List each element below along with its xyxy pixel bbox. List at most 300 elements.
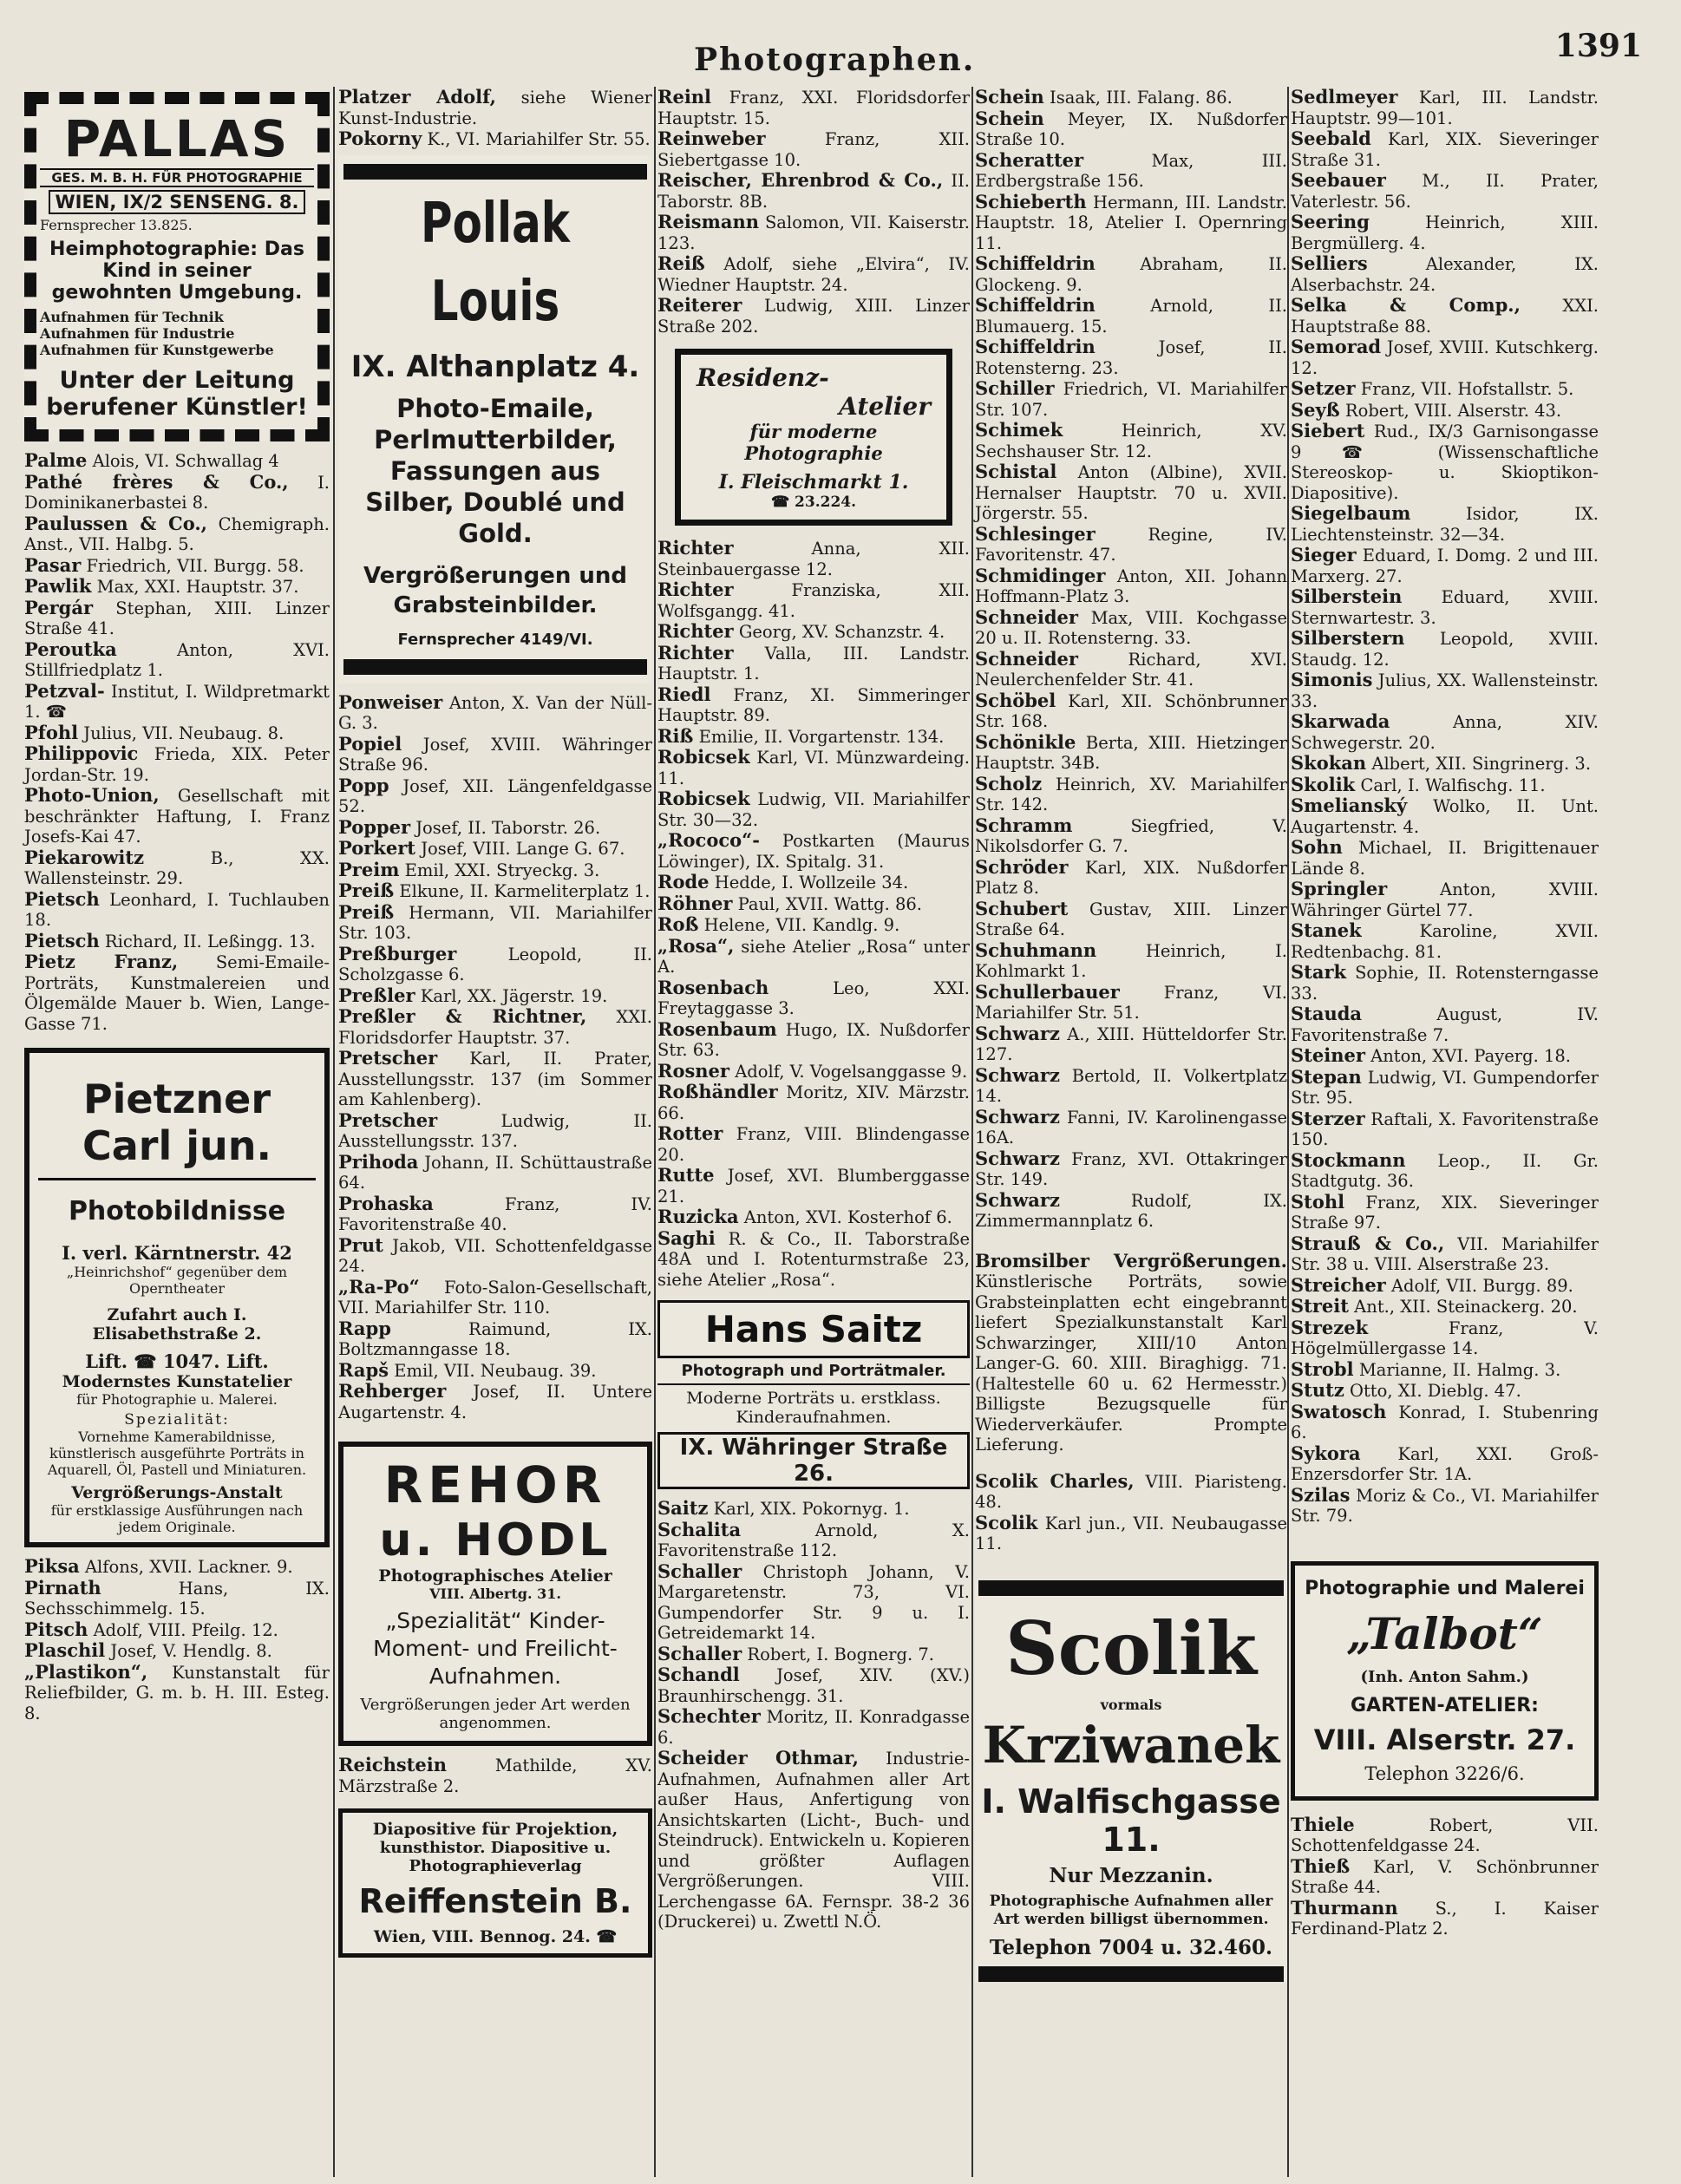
- ad-line: Diapositive für Projektion,: [372, 1820, 618, 1839]
- entry-address: siehe Atelier „Rosa“ unter A.: [657, 936, 970, 977]
- entry-name: Sieger: [1291, 544, 1357, 566]
- entry-name: Springler: [1291, 878, 1388, 899]
- entry-address: M., II. Prater, Vaterlestr. 56.: [1291, 171, 1599, 212]
- entry-address: Karl, VI. Münzwardeing. 11.: [657, 748, 971, 788]
- entry-name: Schuhmann: [975, 938, 1097, 961]
- entry-address: Anton, XVI. Stillfriedplatz 1.: [24, 639, 330, 680]
- entry-address: Emil, VII. Neubaug. 39.: [394, 1360, 597, 1381]
- directory-entry: [975, 295, 1287, 337]
- entry-name: Silberstein: [1291, 585, 1403, 607]
- entry-name: Scheider Othmar,: [657, 1747, 859, 1769]
- entry-name: Preßler: [338, 984, 415, 1006]
- ad-line: vormals: [1100, 1696, 1162, 1713]
- entry-name: Richter: [657, 579, 734, 600]
- entry-name: Platzer Adolf,: [338, 86, 496, 108]
- entry-address: Rudolf, IX. Zimmermannplatz 6.: [975, 1190, 1288, 1231]
- ad-line: VIII. Albertg. 31.: [429, 1586, 561, 1602]
- entry-address: Franz, V. Högelmüllergasse 14.: [1291, 1318, 1599, 1358]
- ad-line: Wien, VIII. Bennog. 24. ☎: [373, 1927, 618, 1946]
- notice-title: Bromsilber Vergrößerungen.: [975, 1249, 1287, 1272]
- entry-name: Schönikle: [975, 730, 1076, 753]
- directory-entry: [975, 940, 1287, 982]
- directory-entry: [657, 643, 970, 684]
- entry-name: Seebauer: [1291, 169, 1386, 191]
- directory-entry: [975, 420, 1287, 461]
- entry-address: Josef, XVIII. Kutschkerg. 12.: [1291, 337, 1599, 378]
- directory-list: [975, 1471, 1287, 1554]
- directory-entry: [24, 723, 330, 744]
- entry-name: Reischer, Ehrenbrod & Co.,: [657, 169, 944, 191]
- entry-address: Abraham, II. Glockeng. 9.: [975, 254, 1287, 295]
- ad-line: IX. Währinger Straße 26.: [657, 1432, 970, 1489]
- directory-entry: [338, 128, 652, 150]
- entry-name: Schaller: [657, 1560, 742, 1582]
- entry-address: Arnold, X. Favoritenstraße 112.: [657, 1520, 971, 1560]
- directory-entry: [975, 732, 1287, 774]
- entry-address: Richard, XVI. Neulerchenfelder Str. 41.: [975, 649, 1288, 690]
- entry-name: Reiß: [657, 252, 705, 274]
- directory-entry: [975, 1107, 1287, 1148]
- directory-entry: [1291, 1045, 1599, 1067]
- entry-address: Josef, XVI. Blumberggasse 21.: [657, 1166, 971, 1206]
- directory-entry: [338, 87, 652, 128]
- ad-line: Scolik: [1005, 1605, 1257, 1691]
- entry-name: Thieß: [1291, 1854, 1351, 1877]
- entry-address: Alexander, IX. Alserbachstr. 24.: [1291, 254, 1599, 295]
- entry-name: Strauß & Co.,: [1291, 1232, 1445, 1254]
- entry-address: Josef, XIV. (XV.) Braunhirschengg. 31.: [657, 1665, 970, 1706]
- entry-address: Anna, XIV. Schwegerstr. 20.: [1291, 712, 1599, 753]
- entry-name: Streicher: [1291, 1273, 1386, 1296]
- entry-name: Stutz: [1291, 1379, 1344, 1401]
- entry-name: Stepan: [1291, 1065, 1362, 1088]
- directory-entry: [975, 1065, 1287, 1107]
- directory-entry: [1291, 1150, 1599, 1192]
- directory-entry: [338, 1277, 652, 1318]
- entry-address: Leopold, II. Scholzgasse 6.: [338, 944, 652, 984]
- entry-address: Franz, XXI. Floridsdorfer Hauptstr. 15.: [657, 88, 971, 128]
- directory-entry: [338, 902, 652, 944]
- ad-line: „Spezialität“ Kinder-Moment- und Freilicht-Aufnahmen.: [373, 1608, 618, 1689]
- directory-entry: [657, 128, 970, 170]
- entry-address: Berta, XIII. Hietzinger Hauptstr. 34B.: [975, 732, 1287, 773]
- ad-line: Vergrößerungen jeder Art werden angenommen.: [360, 1696, 631, 1732]
- entry-name: Pasar: [24, 553, 82, 576]
- entry-address: Ludwig, VII. Mariahilfer Str. 30—32.: [657, 789, 970, 830]
- entry-address: Gesellschaft mit beschränkter Haftung, I. Franz Josefs-Kai 47.: [24, 786, 330, 847]
- directory-entry: [1291, 670, 1599, 711]
- entry-name: Riedl: [657, 683, 711, 705]
- directory-entry: [24, 681, 330, 723]
- entry-address: Karl, V. Schönbrunner Straße 44.: [1291, 1856, 1599, 1897]
- directory-entry: [657, 830, 970, 872]
- entry-address: Max, XXI. Hauptstr. 37.: [96, 577, 299, 597]
- entry-address: Josef, V. Hendlg. 8.: [110, 1641, 272, 1661]
- directory-entry: [975, 774, 1287, 815]
- directory-entry: [657, 726, 970, 748]
- directory-entry: [24, 1619, 330, 1641]
- entry-address: Heinrich, XV. Sechshauser Str. 12.: [975, 421, 1288, 461]
- entry-name: Silberstern: [1291, 627, 1405, 649]
- entry-name: Scolik Charles,: [975, 1469, 1135, 1492]
- entry-name: Petzval-: [24, 679, 105, 702]
- directory-list: [975, 87, 1287, 1232]
- entry-name: Schmidinger: [975, 564, 1106, 586]
- directory-entry: [657, 170, 970, 212]
- entry-name: „Plastikon“,: [24, 1660, 148, 1683]
- entry-name: Rutte: [657, 1164, 715, 1186]
- directory-entry: [1291, 753, 1599, 775]
- entry-name: Schneider: [975, 647, 1078, 670]
- page-title: Photographen.: [694, 42, 976, 78]
- entry-address: Meyer, IX. Nußdorfer Straße 10.: [975, 108, 1287, 149]
- ad-line: Heimphotographie: Das Kind in seiner gewohnten Umgebung.: [49, 239, 304, 304]
- entry-name: Schiffeldrin: [975, 294, 1096, 316]
- entry-name: Schein: [975, 107, 1044, 129]
- entry-name: Scheratter: [975, 148, 1084, 171]
- entry-name: Popper: [338, 815, 411, 838]
- directory-entry: [657, 978, 970, 1019]
- entry-name: Paulussen & Co.,: [24, 512, 207, 534]
- entry-name: Preim: [338, 858, 400, 880]
- entry-name: Reinweber: [657, 128, 766, 149]
- entry-name: Preiß: [338, 879, 395, 901]
- notice-text: Künstlerische Porträts, sowie Grabsteinplatten echt eingebrannt liefert Spezialkunstanstalt Karl Schwarzinger, XIII/10 Anton Langer-G. 60. XIII. Biraghigg. 71. (Haltestelle 60 u. 62 Hermesstr.) Billigste Bezugsquelle für Wiederverkäufer. Prompte Lieferung.: [975, 1272, 1287, 1455]
- entry-address: Franz, VIII. Blindengasse 20.: [657, 1124, 970, 1165]
- entry-address: Moritz, XIV. Märzstr. 66.: [657, 1082, 970, 1123]
- entry-name: Schwarz: [975, 1063, 1060, 1086]
- entry-address: Leop., II. Gr. Stadtgutg. 36.: [1291, 1150, 1599, 1191]
- entry-name: Schandl: [657, 1664, 740, 1685]
- directory-entry: [24, 598, 330, 639]
- entry-address: Isidor, IX. Liechtensteinstr. 32—34.: [1291, 504, 1599, 545]
- entry-name: Stauda: [1291, 1003, 1363, 1024]
- entry-address: S., I. Kaiser Ferdinand-Platz 2.: [1291, 1898, 1599, 1939]
- directory-entry: [657, 1019, 970, 1061]
- ad-line: Nur Mezzanin.: [1049, 1863, 1213, 1887]
- entry-name: „Rococo“-: [657, 829, 760, 851]
- entry-name: Seebald: [1291, 128, 1371, 149]
- notice-bromsilber: [975, 1251, 1287, 1455]
- entry-address: Jakob, VII. Schottenfeldgasse 24.: [338, 1235, 652, 1276]
- entry-address: Leo, XXI. Freytaggasse 3.: [657, 978, 971, 1018]
- entry-address: Siegfried, V. Nikolsdorfer G. 7.: [975, 815, 1288, 856]
- entry-address: Marianne, II. Halmg. 3.: [1358, 1359, 1561, 1380]
- ad-reiffenstein: [338, 1808, 652, 1958]
- directory-entry: [1291, 586, 1599, 628]
- directory-entry: [338, 860, 652, 881]
- directory-entry: [1291, 1898, 1599, 1939]
- entry-address: Josef, VIII. Lange G. 67.: [421, 839, 625, 859]
- column-rule: [654, 87, 656, 2177]
- directory-entry: [975, 607, 1287, 649]
- entry-name: Rosenbach: [657, 976, 769, 998]
- entry-address: Emilie, II. Vorgartenstr. 134.: [698, 726, 945, 747]
- entry-address: Raimund, IX. Boltzmanngasse 18.: [338, 1318, 653, 1359]
- ad-line: Photographie und Malerei: [1305, 1577, 1585, 1599]
- entry-address: Robert, VIII. Alserstr. 43.: [1344, 400, 1562, 421]
- entry-name: Sykora: [1291, 1442, 1361, 1464]
- ad-saitz: [657, 1300, 970, 1489]
- ad-line: Zufahrt auch I. Elisabethstraße 2.: [92, 1305, 262, 1344]
- entry-name: Philippovic: [24, 742, 139, 764]
- ad-line: Photograph und Porträtmaler.: [681, 1362, 946, 1380]
- entry-address: R. & Co., II. Taborstraße 48A und I. Rotenturmstraße 23, siehe Atelier „Rosa“.: [657, 1228, 971, 1290]
- directory-entry: [1291, 795, 1599, 837]
- entry-name: Selliers: [1291, 252, 1368, 274]
- directory-entry: [24, 513, 330, 555]
- directory-entry: [657, 579, 970, 621]
- directory-entry: [1291, 87, 1599, 128]
- ad-line: Residenz-: [697, 363, 829, 392]
- entry-name: Richter: [657, 620, 734, 642]
- directory-entry: [975, 461, 1287, 524]
- entry-name: Reismann: [657, 211, 759, 232]
- entry-name: Ponweiser: [338, 690, 443, 713]
- entry-address: Heinrich, I. Kohlmarkt 1.: [975, 940, 1287, 981]
- entry-name: Porkert: [338, 837, 415, 859]
- directory-entry: [1291, 1443, 1599, 1485]
- ad-line: Vornehme Kamerabildnisse, künstlerisch ausgeführte Porträts in Aquarell, Öl, Pastell und Miniaturen.: [47, 1429, 307, 1478]
- entry-name: Röhner: [657, 892, 733, 914]
- entry-address: XXI. Hauptstraße 88.: [1291, 296, 1599, 337]
- entry-name: Saghi: [657, 1226, 716, 1249]
- entry-address: Gustav, XIII. Linzer Straße 64.: [975, 899, 1287, 939]
- directory-entry: [657, 87, 970, 128]
- entry-address: Otto, XI. Dieblg. 47.: [1349, 1381, 1521, 1401]
- directory-entry: [1291, 337, 1599, 378]
- directory-entry: [24, 951, 330, 1034]
- entry-name: Pretscher: [338, 1108, 438, 1131]
- entry-name: Schneider: [975, 605, 1078, 628]
- ad-line: Telephon 3226/6.: [1364, 1762, 1525, 1784]
- ad-line: Unter der Leitung berufener Künstler!: [46, 367, 308, 421]
- directory-entry: [1291, 1318, 1599, 1359]
- entry-address: Wolko, II. Unt. Augartenstr. 4.: [1291, 796, 1599, 837]
- directory-entry: [338, 1152, 652, 1193]
- directory-entry: [338, 1235, 652, 1277]
- entry-address: Ludwig, VI. Gumpendorfer Str. 95.: [1291, 1067, 1599, 1108]
- entry-address: Anna, XII. Steinbauergasse 12.: [657, 539, 970, 579]
- entry-name: Pergár: [24, 596, 94, 618]
- directory-entry: [657, 212, 970, 253]
- entry-name: Seering: [1291, 211, 1370, 232]
- entry-address: siehe Wiener Kunst-Industrie.: [338, 88, 652, 128]
- entry-address: Leopold, XVIII. Staudg. 12.: [1291, 629, 1599, 670]
- ad-line: Reiffenstein B.: [358, 1882, 632, 1920]
- ad-rehor: [338, 1442, 652, 1746]
- entry-address: Eduard, I. Domg. 2 und III. Marxerg. 27.: [1291, 546, 1599, 586]
- directory-entry: [657, 621, 970, 643]
- entry-name: Pietz Franz,: [24, 951, 179, 972]
- entry-name: Peroutka: [24, 638, 117, 660]
- entry-address: Christoph Johann, V. Margaretenstr. 73, VI. Gumpendorfer Str. 9 u. I. Getreidemarkt 14.: [657, 1561, 970, 1643]
- ad-line: IX. Althanplatz 4.: [350, 349, 640, 384]
- entry-name: Setzer: [1291, 377, 1356, 399]
- entry-address: Georg, XV. Schanzstr. 4.: [738, 622, 945, 642]
- entry-name: Schwarz: [975, 1105, 1060, 1128]
- entry-name: Ruzicka: [657, 1206, 739, 1227]
- entry-address: Franz, XVI. Ottakringer Str. 149.: [975, 1148, 1287, 1189]
- entry-name: Selka & Comp.,: [1291, 294, 1521, 316]
- directory-entry: [1291, 212, 1599, 253]
- entry-address: Franziska, XII. Wolfsgangg. 41.: [657, 580, 970, 621]
- entry-name: Prohaska: [338, 1192, 434, 1214]
- directory-entry: [975, 690, 1287, 732]
- directory-entry: [657, 914, 970, 936]
- directory-entry: [1291, 295, 1599, 337]
- entry-name: Stockmann: [1291, 1148, 1406, 1171]
- directory-entry: [975, 899, 1287, 940]
- entry-address: Salomon, VII. Kaiserstr. 123.: [657, 213, 970, 253]
- entry-name: Schullerbauer: [975, 980, 1120, 1003]
- entry-name: Strobl: [1291, 1357, 1354, 1380]
- entry-address: Anton, XVI. Kosterhof 6.: [743, 1207, 952, 1227]
- directory-entry: [1291, 920, 1599, 962]
- ad-pollak: [338, 155, 652, 683]
- directory-entry: [657, 253, 970, 295]
- ad-line: Krziwanek: [982, 1715, 1280, 1775]
- ad-rule: [343, 164, 647, 180]
- directory-entry: [338, 1318, 652, 1360]
- entry-name: Schwarz: [975, 1188, 1060, 1211]
- entry-name: Robicsek: [657, 746, 750, 768]
- entry-name: Siegelbaum: [1291, 502, 1411, 524]
- entry-name: Schalita: [657, 1518, 742, 1540]
- entry-address: Valla, III. Landstr. Hauptstr. 1.: [657, 643, 970, 683]
- ad-line: VIII. Alserstr. 27.: [1313, 1723, 1576, 1756]
- directory-entry: [24, 450, 330, 472]
- entry-address: Adolf, VII. Burgg. 89.: [1390, 1275, 1573, 1296]
- entry-name: Pathé frères & Co.,: [24, 470, 289, 493]
- directory-entry: [657, 538, 970, 579]
- entry-address: Josef, II. Rotensterng. 23.: [975, 337, 1287, 378]
- directory-entry: [1291, 1815, 1599, 1856]
- entry-address: Karl, XX. Jägerstr. 19.: [420, 985, 608, 1006]
- entry-address: Emil, XXI. Stryeckg. 3.: [404, 860, 600, 880]
- entry-address: I. Dominikanerbastei 8.: [24, 472, 330, 513]
- entry-name: Rosner: [657, 1059, 729, 1082]
- ad-rule: [978, 1580, 1284, 1596]
- column-1: [24, 87, 330, 1723]
- directory-list: [24, 450, 330, 1034]
- directory-list: [338, 692, 652, 1423]
- ad-line: für moderne Photographie: [744, 421, 883, 464]
- directory-entry: [657, 1664, 970, 1706]
- entry-name: Pirnath: [24, 1576, 101, 1599]
- entry-name: Strezek: [1291, 1316, 1369, 1338]
- entry-name: Pretscher: [338, 1047, 438, 1069]
- entry-address: Adolf, VIII. Pfeilg. 12.: [93, 1619, 278, 1640]
- ad-line: „Talbot“: [1346, 1607, 1543, 1659]
- entry-address: Hermann, III. Landstr. Hauptstr. 18, Atelier I. Opernring 11.: [975, 192, 1288, 253]
- ad-rule: [343, 659, 647, 675]
- entry-name: Roß: [657, 913, 699, 935]
- entry-address: Isaak, III. Falang. 86.: [1050, 88, 1233, 108]
- entry-name: Popiel: [338, 732, 402, 755]
- ad-line: PALLAS: [63, 109, 291, 168]
- directory-entry: [657, 1644, 970, 1665]
- entry-address: Moritz, II. Konradgasse 6.: [657, 1707, 970, 1748]
- entry-address: Semi-Emaile-Porträts, Kunstmalereien und Ölgemälde Mauer b. Wien, Lange-Gasse 71.: [24, 952, 330, 1034]
- entry-address: II. Taborstr. 8B.: [657, 171, 970, 212]
- directory-entry: [975, 1023, 1287, 1065]
- entry-address: Robert, VII. Schottenfeldgasse 24.: [1291, 1815, 1599, 1855]
- entry-name: Piksa: [24, 1555, 80, 1577]
- ad-talbot: [1291, 1561, 1599, 1801]
- entry-name: Streit: [1291, 1295, 1349, 1317]
- entry-address: Leonhard, I. Tuchlauben 18.: [24, 889, 330, 930]
- entry-name: Pietsch: [24, 887, 100, 910]
- entry-address: Anton, XVI. Payerg. 18.: [1370, 1046, 1571, 1066]
- ad-line: Telephon 7004 u. 32.460.: [989, 1935, 1273, 1959]
- entry-name: Stohl: [1291, 1190, 1345, 1213]
- entry-address: Fanni, IV. Karolinengasse 16A.: [975, 1107, 1287, 1148]
- ad-line: Photographische Aufnahmen aller Art werden billigst übernommen.: [989, 1892, 1273, 1928]
- entry-name: Schiller: [975, 377, 1055, 399]
- entry-address: B., XX. Wallensteinstr. 29.: [24, 847, 330, 888]
- directory-entry: [24, 889, 330, 931]
- directory-entry: [24, 931, 330, 952]
- directory-entry: [1291, 545, 1599, 586]
- entry-name: Skolik: [1291, 773, 1356, 795]
- ad-line: ☎ 23.224.: [770, 494, 857, 511]
- entry-name: Pawlik: [24, 575, 92, 597]
- entry-address: Hedde, I. Wollzeile 34.: [714, 873, 909, 893]
- entry-name: Seyß: [1291, 398, 1340, 421]
- entry-address: Heinrich, XV. Mariahilfer Str. 142.: [975, 774, 1288, 814]
- ad-line: kunsthistor. Diapositive u. Photographieverlag: [379, 1839, 612, 1875]
- directory-entry: [975, 815, 1287, 857]
- ad-line: Lift. ☎ 1047. Lift.: [85, 1350, 269, 1372]
- entry-name: Pfohl: [24, 721, 79, 743]
- entry-name: Schöbel: [975, 689, 1056, 711]
- directory-entry: [1291, 1402, 1599, 1443]
- entry-name: Riß: [657, 724, 694, 747]
- entry-address: Julius, VII. Neubaug. 8.: [83, 723, 285, 743]
- entry-address: Anton, X. Van der Nüll-G. 3.: [338, 692, 652, 733]
- directory-entry: [338, 775, 652, 817]
- entry-address: Helene, VII. Kandlg. 9.: [703, 915, 900, 935]
- entry-address: Karl, XII. Schönbrunner Str. 168.: [975, 690, 1287, 731]
- entry-address: Max, VIII. Kochgasse 20 u. II. Rotensterng. 33.: [975, 607, 1287, 648]
- ad-residenz: [675, 349, 952, 526]
- column-3: [657, 87, 970, 1932]
- entry-address: Institut, I. Wildpretmarkt 1. ☎: [24, 681, 330, 722]
- directory-entry: [24, 1556, 330, 1578]
- directory-entry: [338, 880, 652, 902]
- ad-line: REHOR: [383, 1455, 607, 1514]
- directory-entry: [657, 1082, 970, 1123]
- entry-name: Skokan: [1291, 752, 1367, 774]
- entry-address: K., VI. Mariahilfer Str. 55.: [427, 129, 651, 149]
- entry-address: Josef, XVIII. Währinger Straße 96.: [338, 734, 652, 775]
- entry-address: Anton (Albine), XVII. Hernalser Hauptstr. 70 u. XVII. Jörgerstr. 55.: [975, 462, 1287, 523]
- ad-line: Modernstes Kunstatelier: [62, 1372, 292, 1391]
- entry-address: Hermann, VII. Mariahilfer Str. 103.: [338, 902, 652, 943]
- entry-address: VIII. Piaristeng. 48.: [975, 1471, 1287, 1512]
- entry-name: Robicsek: [657, 788, 750, 809]
- directory-entry: [338, 1381, 652, 1422]
- entry-address: Alfons, XVII. Lackner. 9.: [84, 1557, 293, 1577]
- directory-entry: [1291, 170, 1599, 212]
- ad-line: Aufnahmen für Industrie: [40, 325, 235, 342]
- entry-address: Elkune, II. Karmeliterplatz 1.: [399, 881, 651, 901]
- entry-address: Moriz & Co., VI. Mariahilfer Str. 79.: [1291, 1485, 1599, 1526]
- entry-name: Preßburger: [338, 942, 457, 964]
- ad-line: Pollak Louis: [421, 191, 570, 334]
- entry-name: Photo-Union,: [24, 784, 160, 806]
